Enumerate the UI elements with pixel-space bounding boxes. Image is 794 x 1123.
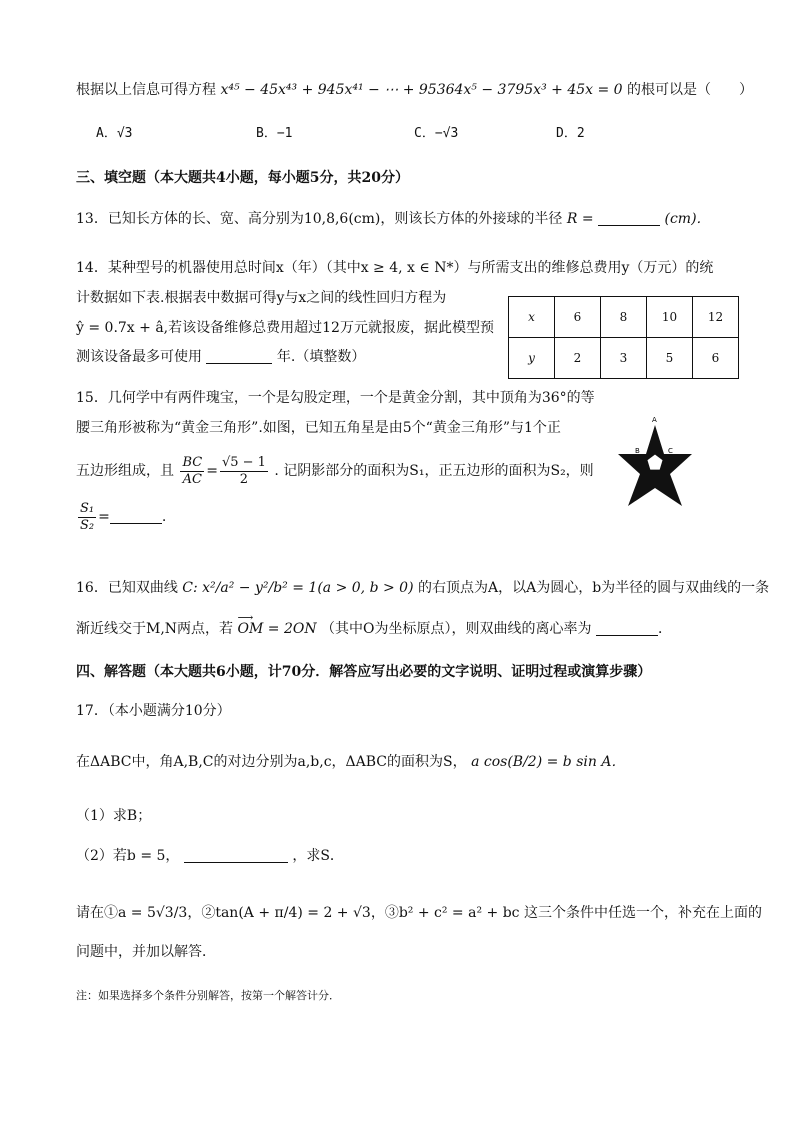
q14-answer-blank[interactable] [206,349,272,364]
q13-answer-blank[interactable] [598,211,660,226]
q16-hyperbola: C: x²/a² − y²/b² = 1(a > 0, b > 0) [182,580,414,596]
q14-line4 [76,347,365,367]
q17-part2-b: ，求S． [292,848,344,864]
q15-line3: 五边形组成，且 $\frac{BC}{AC}$ = $\frac{√5 - 1}{2}$ . 记阴影部分的面积为S₁，正五边形的面积为S₂，则 [76,454,594,487]
q15-line4: $\frac{\text{S₁}}{\text{S₂}}$ = . [80,500,167,533]
q12-option-a: A．√3 [96,126,133,141]
q14-line1: 14．某种型号的机器使用总时间x（年）（其中x ≥ 4, x ∈ N*）与所需支出的维修总费用y（万元）的统 [76,260,714,276]
q17-stem-b: a cos(B/2) = b sin A． [471,754,626,770]
q12-option-d: D．2 [556,126,585,141]
q16-line1-b: 的右顶点为A，以A为圆心，b为半径的圆与双曲线的一条 [418,580,770,596]
q17-conditions: 请在①a = 5√3/3，②tan(A + π/4) = 2 + √3，③b² + c² = a² + bc [76,905,520,921]
q13-line [76,209,711,229]
table-cell: 2 [555,338,601,379]
q14-line2: 计数据如下表.根据表中数据可得y与x之间的线性回归方程为 [76,290,447,306]
q15-fraction-golden: $\frac{√5 - 1}{2}$ [221,454,266,487]
q12-option-b: B．−1 [256,126,293,141]
q17-header: 17．（本小题满分10分） [76,703,231,719]
q17-part1: （1）求B； [76,808,152,824]
q14-line4-b: 年.（填整数） [276,349,366,365]
q12-equation: x⁴⁵ − 45x⁴³ + 945x⁴¹ − ⋯ + 95364x⁵ − 3795x³ + 45x = 0 [220,82,623,98]
star-label-b: B [635,447,640,455]
q17-part2-a: （2）若b = 5， [76,848,180,864]
q15-line1: 15．几何学中有两件瑰宝，一个是勾股定理，一个是黄金分割，其中顶角为36°的等 [76,390,595,406]
table-cell: 5 [647,338,693,379]
q17-conditions-tail: 这三个条件中任选一个，补充在上面的 [523,905,762,921]
q16-answer-blank[interactable] [596,621,658,636]
q13-var: R = [566,211,594,227]
table-header-x: x [509,297,555,338]
table-cell: 8 [601,297,647,338]
table-cell: 3 [601,338,647,379]
q17-conditions-line [76,903,762,923]
q16-line2-b: （其中O为坐标原点），则双曲线的离心率为 [321,621,592,637]
q14-data-table [508,296,739,379]
q12-stem-line [76,80,753,100]
q17-conditions-line2: 问题中，并加以解答． [76,944,216,960]
section-4-heading: 四、解答题（本大题共6小题，计70分．解答应写出必要的文字说明、证明过程或演算步骤） [76,664,652,680]
q16-line2: 渐近线交于M,N两点，若 ⟶ OM = 2ON （其中O为坐标原点），则双曲线的离心率为 ． [76,619,672,639]
q16-line1-a: 16．已知双曲线 [76,580,178,596]
q14-line4-a: 测该设备最多可使用 [76,349,202,365]
q12-stem: 根据以上信息可得方程 [76,82,216,98]
q13-unit: (cm)． [664,211,711,227]
q17-part2 [76,846,344,866]
q16-line1 [76,578,769,598]
table-cell: 12 [693,297,739,338]
q16-line2-a: 渐近线交于M,N两点，若 [76,621,234,637]
table-row [509,338,739,379]
q15-line2: 腰三角形被称为“黄金三角形”.如图，已知五角星是由5个“黄金三角形”与1个正 [76,420,561,436]
q15-fraction-s1-s2: $\frac{\text{S₁}}{\text{S₂}}$ [80,500,95,533]
q15-line3-b: . 记阴影部分的面积为S₁，正五边形的面积为S₂，则 [274,463,594,479]
table-cell: 6 [555,297,601,338]
q15-fraction-bc-ac: $\frac{BC}{AC}$ [182,454,203,487]
q12-option-c: C．−√3 [414,126,459,141]
q15-answer-blank[interactable] [110,509,162,524]
q17-stem [76,752,625,772]
table-cell: 6 [693,338,739,379]
table-row [509,297,739,338]
q14-line3: ŷ = 0.7x + â,若该设备维修总费用超过12万元就报废，据此模型预 [76,320,494,336]
q17-stem-a: 在ΔABC中，角A,B,C的对边分别为a,b,c，ΔABC的面积为S， [76,754,467,770]
table-cell: 10 [647,297,693,338]
q15-line3-a: 五边形组成，且 [76,463,174,479]
q12-tail: 的根可以是（ ） [627,82,754,98]
q16-vector-equation: ⟶ OM = 2ON [238,619,317,639]
star-label-a: A [652,416,657,424]
section-3-heading: 三、填空题（本大题共4小题，每小题5分，共20分） [76,170,409,186]
star-label-c: C [668,447,673,455]
pentagram-figure [602,412,706,518]
q17-note: 注：如果选择多个条件分别解答，按第一个解答计分． [76,989,340,1002]
q13-text: 13．已知长方体的长、宽、高分别为10,8,6(cm)，则该长方体的外接球的半径 [76,211,563,227]
q17-condition-blank[interactable] [184,848,288,863]
table-header-y: y [509,338,555,379]
